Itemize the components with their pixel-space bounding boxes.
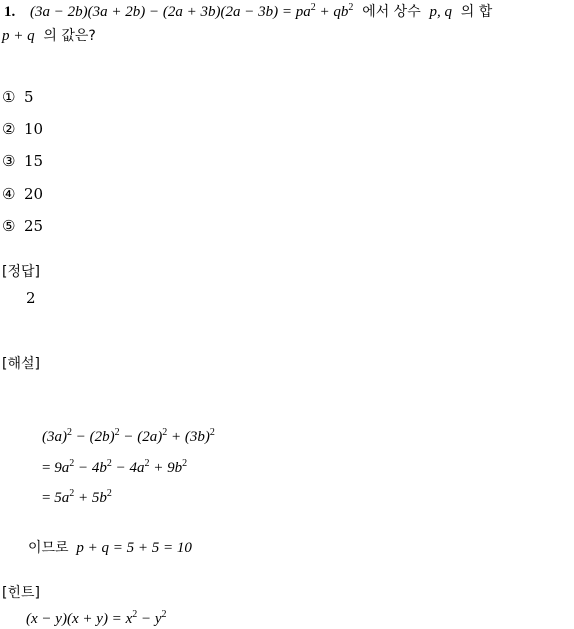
answer-heading: [정답]	[2, 264, 40, 280]
hint-heading: [힌트]	[2, 585, 40, 601]
question-text-2: 의 합	[460, 4, 493, 20]
choice-item-4[interactable]	[2, 184, 43, 204]
choice-marker: ⑤	[2, 217, 16, 235]
choice-marker: ③	[2, 152, 16, 170]
solution-conclusion	[28, 537, 192, 558]
choice-marker: ①	[2, 88, 16, 106]
hint-formula: $(x - y)(x + y) = x^2 - y^2$	[26, 609, 167, 627]
solution-step-3: = $5a^2 + 5b^2$	[42, 488, 112, 506]
choice-value: 5	[24, 88, 34, 106]
solution-heading: [해설]	[2, 356, 40, 372]
question-text-1: 에서 상수	[362, 4, 421, 20]
question-line-2	[2, 25, 96, 46]
question-equation: $(3a - 2b)(3a + 2b) - (2a + 3b)(2a - 3b) = pa^2 + qb^2$	[30, 2, 354, 20]
choice-item-5[interactable]	[2, 216, 43, 236]
question-number: 1.	[4, 4, 16, 20]
solution-step-2: = $9a^2 - 4b^2 - 4a^2 + 9b^2$	[42, 458, 188, 476]
choice-item-2[interactable]	[2, 119, 43, 139]
choice-value: 20	[24, 185, 44, 203]
question-sum-expr: p + q	[2, 28, 35, 44]
conclusion-equation: p + q = 5 + 5 = 10	[76, 540, 192, 556]
answer-value: 2	[26, 289, 36, 307]
question-vars: p, q	[429, 4, 453, 20]
choice-item-3[interactable]	[2, 151, 43, 171]
solution-step-1: $(3a)^2 - (2b)^2 - (2a)^2 + (3b)^2$	[42, 427, 215, 445]
question-line-1	[4, 1, 492, 22]
choice-value: 10	[24, 120, 44, 138]
choice-value: 25	[24, 217, 44, 235]
choice-value: 15	[24, 152, 44, 170]
question-text-3: 의 값은?	[43, 28, 96, 44]
choice-marker: ④	[2, 185, 16, 203]
choice-marker: ②	[2, 120, 16, 138]
choice-item-1[interactable]	[2, 87, 34, 107]
conclusion-text: 이므로	[28, 540, 69, 556]
